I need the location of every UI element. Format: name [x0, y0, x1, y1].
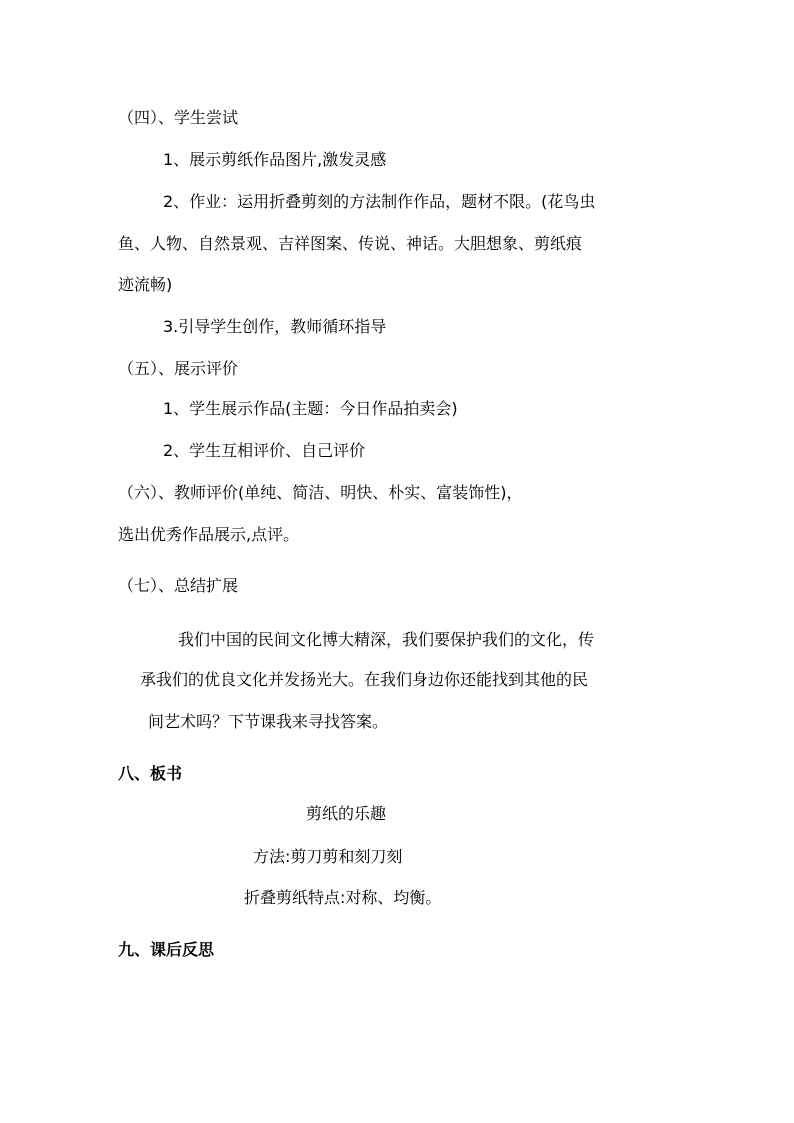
section-4-item-3: 3.引导学生创作，教师循环指导	[163, 317, 387, 336]
section-4-item-2-line-1: 2、作业：运用折叠剪刻的方法制作作品，题材不限。(花鸟虫	[163, 192, 596, 211]
section-8-heading: 八、板书	[118, 764, 183, 783]
section-4-item-2-line-3: 迹流畅)	[118, 275, 173, 294]
board-title: 剪纸的乐趣	[306, 804, 387, 823]
section-7-paragraph-line-1: 我们中国的民间文化博大精深，我们要保护我们的文化，传	[178, 630, 595, 649]
section-4-heading: （四）、学生尝试	[118, 108, 239, 127]
section-7-paragraph-line-2: 承我们的优良文化并发扬光大。在我们身边你还能找到其他的民	[140, 670, 589, 689]
section-6-line-1: （六）、教师评价(单纯、简洁、明快、朴实、富装饰性)，	[118, 483, 523, 502]
board-feature: 折叠剪纸特点:对称、均衡。	[244, 888, 442, 907]
section-7-heading: （七）、总结扩展	[118, 576, 239, 595]
section-5-item-1: 1、学生展示作品(主题：今日作品拍卖会)	[163, 399, 458, 418]
section-4-item-2-line-2: 鱼、人物、自然景观、吉祥图案、传说、神话。大胆想象、剪纸痕	[118, 234, 583, 253]
section-5-heading: （五）、展示评价	[118, 359, 239, 378]
section-9-heading: 九、课后反思	[118, 940, 215, 959]
section-6-line-2: 选出优秀作品展示,点评。	[118, 525, 300, 544]
section-7-paragraph-line-3: 间艺术吗？下节课我来寻找答案。	[148, 712, 389, 731]
board-method: 方法:剪刀剪和刻刀刻	[253, 847, 403, 866]
section-5-item-2: 2、学生互相评价、自己评价	[163, 441, 366, 460]
section-4-item-1: 1、展示剪纸作品图片,激发灵感	[163, 150, 387, 169]
